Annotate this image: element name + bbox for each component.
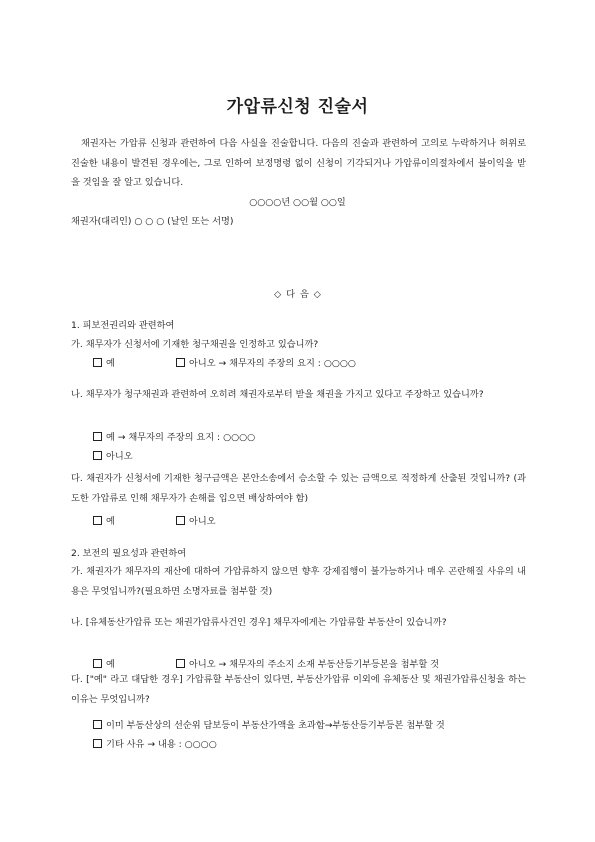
option-label: 아니오 [106,451,133,462]
section1-na-yes-option [93,432,255,444]
section1-da-no-option [176,516,216,528]
option-label: 예 → 채무자의 주장의 요지 : ○○○○ [106,432,256,443]
section2-da-option2 [93,739,217,751]
option-label: 아니오 → 채무자의 주소지 소재 부동산등기부등본을 첨부할 것 [189,659,440,670]
section1-da-yes-option [93,516,115,528]
section2-da-option1 [93,720,445,732]
option-label: 이미 부동산상의 선순위 담보등이 부동산가액을 초과함→부동산등기부등본 첨부할 것 [106,720,445,731]
option-label: 예 [106,358,115,369]
section1-question-ga: 가. 채무자가 신청서에 기재한 청구채권을 인정하고 있습니까? [71,339,319,350]
section1-title: 1. 피보전권리와 관련하여 [71,320,175,331]
checkbox[interactable] [176,516,185,525]
document-title: 가압류신청 진술서 [226,97,369,117]
checkbox[interactable] [93,659,102,668]
section1-question-da: 다. 채권자가 신청서에 기재한 청구금액은 본안소송에서 승소할 수 있는 금액으로 적정하게 산출된 것입니까? (과도한 가압류로 인해 채무자가 손해를 입으면 배상하여야 함) [71,473,526,504]
section2-question-da: 다. ["예" 라고 대답한 경우] 가압류할 부동산이 있다면, 부동산가압류 이외에 유체동산 및 채권가압류신청을 하는 이유는 무엇입니까? [71,674,526,705]
section-heading: ◇ 다 음 ◇ [274,289,321,300]
section1-question-na: 나. 채무자가 청구채권과 관련하여 오히려 채권자로부터 받을 채권을 가지고 있다고 주장하고 있습니까? [71,389,484,400]
option-label: 예 [106,659,115,670]
section2-question-na: 나. [유체동산가압류 또는 채권가압류사건인 경우] 채무자에게는 가압류할 부동산이 있습니까? [71,617,447,628]
date-line: ○○○○년 ○○월 ○○일 [249,197,346,208]
section1-ga-yes-option [93,358,115,370]
creditor-signature-line: 채권자(대리인) ○ ○ ○ (날인 또는 서명) [71,216,234,227]
checkbox[interactable] [93,432,102,441]
section2-title: 2. 보전의 필요성과 관련하여 [71,548,187,559]
option-label: 아니오 [189,516,216,527]
checkbox[interactable] [93,358,102,367]
option-label: 기타 사유 → 내용 : ○○○○ [106,739,217,750]
checkbox[interactable] [93,451,102,460]
section2-question-ga: 가. 채권자가 채무자의 재산에 대하여 가압류하지 않으면 향후 강제집행이 불가능하거나 매우 곤란해질 사유의 내용은 무엇입니까?(필요하면 소명자료를 첨부할 것) [71,566,526,597]
option-label: 아니오 → 채무자의 주장의 요지 : ○○○○ [189,358,356,369]
checkbox[interactable] [176,659,185,668]
checkbox[interactable] [93,739,102,748]
section1-na-no-option [93,451,133,463]
option-label: 예 [106,516,115,527]
intro-paragraph: 채권자는 가압류 신청과 관련하여 다음 사실을 진술합니다. 다음의 진술과 관련하여 고의로 누락하거나 허위로 진술한 내용이 발견된 경우에는, 그로 인하여 보정명령 없이 신청이 기각되거나 가압류이의절차에서 불이익을 받을 것임을 잘 알고 있습니다. [71,138,526,188]
checkbox[interactable] [176,358,185,367]
checkbox[interactable] [93,516,102,525]
checkbox[interactable] [93,720,102,729]
section1-ga-no-option [176,358,356,370]
